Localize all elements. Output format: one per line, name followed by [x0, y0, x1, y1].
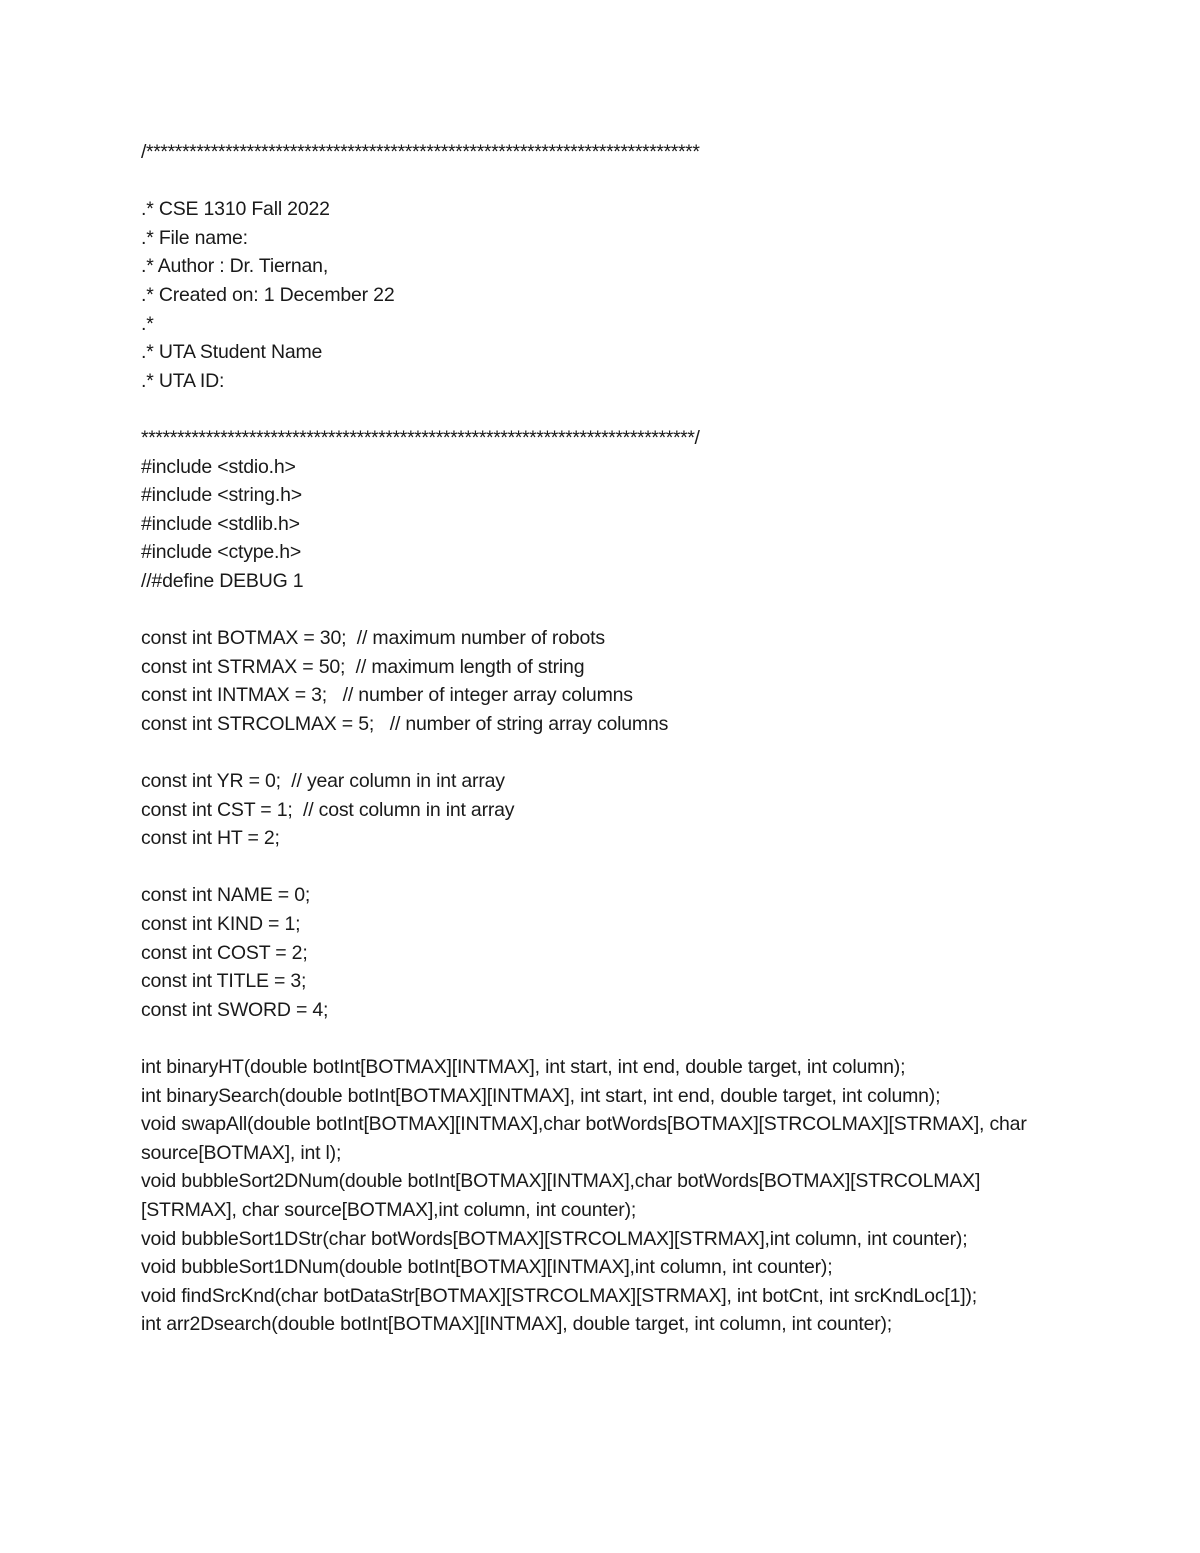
blank-line	[141, 738, 1141, 767]
const-line: const int STRMAX = 50; // maximum length of string	[141, 655, 585, 678]
header-line-student-id: .* UTA ID:	[141, 369, 225, 392]
const-line: const int KIND = 1;	[141, 913, 301, 936]
const-line: const int COST = 2;	[141, 941, 308, 964]
prototype-line: int arr2Dsearch(double botInt[BOTMAX][INTMAX], double target, int column, int counter);	[141, 1313, 893, 1336]
prototype-line: int binaryHT(double botInt[BOTMAX][INTMAX], int start, int end, double target, int column);	[141, 1056, 906, 1078]
prototype-line: int binarySearch(double botInt[BOTMAX][INTMAX], int start, int end, double target, int column);	[141, 1084, 941, 1107]
include-line: #include <stdio.h>	[141, 455, 296, 478]
const-line: const int SWORD = 4;	[141, 998, 329, 1021]
prototype-line: void bubbleSort2DNum(double botInt[BOTMAX][INTMAX],char botWords[BOTMAX][STRCOLMAX][STRMAX], char source[BOTMAX],int column, int counter);	[141, 1170, 981, 1221]
code-listing	[141, 138, 1141, 1339]
const-line: const int HT = 2;	[141, 827, 280, 850]
blank-line	[141, 395, 1141, 424]
prototype-line: void bubbleSort1DNum(double botInt[BOTMAX][INTMAX],int column, int counter);	[141, 1256, 833, 1279]
header-line-student-name: .* UTA Student Name	[141, 341, 323, 364]
const-line: const int STRCOLMAX = 5; // number of string array columns	[141, 712, 669, 735]
header-comment-open: /*****************************************************************************	[141, 141, 700, 163]
header-line-filename: .* File name:	[141, 226, 248, 249]
const-line: const int NAME = 0;	[141, 884, 311, 907]
header-line-empty: .*	[141, 312, 154, 335]
include-line: #include <stdlib.h>	[141, 512, 300, 535]
header-comment-close: *****************************************************************************/	[141, 426, 700, 449]
prototype-line: void findSrcKnd(char botDataStr[BOTMAX][STRCOLMAX][STRMAX], int botCnt, int srcKndLoc[1]);	[141, 1284, 977, 1307]
header-line-course: .* CSE 1310 Fall 2022	[141, 198, 330, 221]
include-line: #include <ctype.h>	[141, 541, 302, 564]
const-line: const int YR = 0; // year column in int array	[141, 770, 505, 793]
define-debug-line: //#define DEBUG 1	[141, 569, 304, 592]
const-line: const int INTMAX = 3; // number of integer array columns	[141, 684, 633, 707]
blank-line	[141, 596, 1141, 625]
header-line-created: .* Created on: 1 December 22	[141, 283, 395, 306]
const-line: const int CST = 1; // cost column in int array	[141, 798, 515, 821]
prototype-line: void bubbleSort1DStr(char botWords[BOTMAX][STRCOLMAX][STRMAX],int column, int counter);	[141, 1227, 968, 1250]
blank-line	[141, 167, 1141, 196]
blank-line	[141, 1024, 1141, 1053]
include-line: #include <string.h>	[141, 484, 302, 507]
const-line: const int BOTMAX = 30; // maximum number of robots	[141, 627, 605, 650]
blank-line	[141, 853, 1141, 882]
prototype-line: void swapAll(double botInt[BOTMAX][INTMAX],char botWords[BOTMAX][STRCOLMAX][STRMAX], char source[BOTMAX], int l);	[141, 1113, 1032, 1164]
header-line-author: .* Author : Dr. Tiernan,	[141, 255, 329, 278]
const-line: const int TITLE = 3;	[141, 970, 307, 993]
